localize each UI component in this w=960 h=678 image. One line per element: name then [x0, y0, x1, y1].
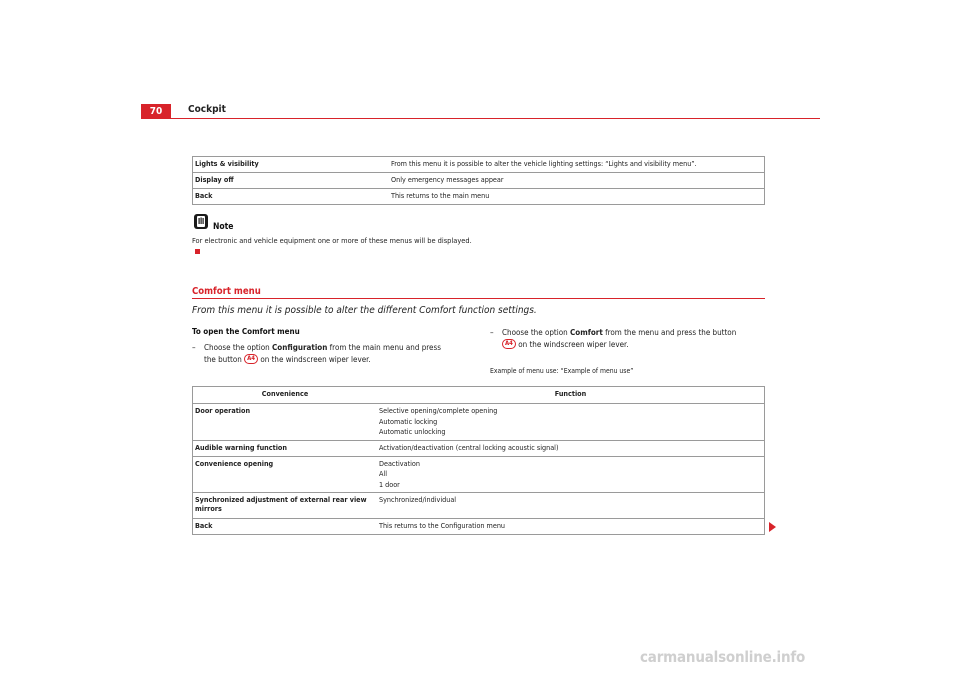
end-square-icon [195, 249, 200, 254]
table-row [193, 493, 765, 519]
value-line: Automatic locking [379, 416, 438, 426]
comfort-key: Audible warning function [193, 440, 378, 456]
section-title: Comfort menu [192, 286, 261, 297]
menu-key: Display off [193, 173, 390, 189]
comfort-key: Door operation [193, 404, 378, 441]
table-row [193, 519, 765, 535]
comfort-key: Convenience opening [193, 456, 378, 493]
step-dash: – [192, 343, 196, 352]
menu-value: This returns to the main menu [389, 189, 765, 205]
step-dash: – [490, 328, 494, 337]
table-row [193, 157, 765, 173]
value-line: Selective opening/complete opening [379, 406, 498, 415]
button-a4-icon: A4 [244, 354, 258, 364]
instruction-step-1 [192, 342, 472, 365]
instructions-heading: To open the Comfort menu [192, 327, 300, 336]
menu-key: Back [193, 189, 390, 205]
step-text: the button [204, 354, 245, 364]
note-label: Note [213, 222, 234, 232]
table-row [193, 456, 765, 493]
table-row [193, 189, 765, 205]
step-text: on the windscreen wiper lever. [258, 354, 371, 364]
step-text: on the windscreen wiper lever. [515, 339, 629, 349]
menu-table [192, 156, 765, 205]
value-line: Synchronized/individual [379, 495, 457, 504]
comfort-value [377, 493, 765, 519]
instruction-step-2 [490, 327, 770, 350]
step-text: from the main menu and press [327, 343, 441, 352]
step-text: Choose the option [502, 328, 570, 337]
comfort-table [192, 386, 765, 535]
value-line: Activation/deactivation (central locking acoustic signal) [379, 442, 559, 452]
note-body: For electronic and vehicle equipment one or more of these menus will be displayed. [192, 236, 472, 245]
next-page-arrow-icon[interactable] [769, 522, 776, 532]
page-title: Cockpit [188, 104, 226, 115]
button-a4-icon: A4 [502, 339, 516, 349]
page-number: 70 [141, 104, 171, 118]
comfort-value [377, 404, 765, 441]
note-clipboard-icon [194, 214, 208, 229]
comfort-key: Synchronized adjustment of external rear view mirrors [193, 493, 378, 519]
value-line: 1 door [379, 479, 400, 489]
column-header-convenience: Convenience [193, 387, 378, 404]
table-header-row [193, 387, 765, 404]
header-rule [141, 118, 820, 119]
value-line: Automatic unlocking [379, 427, 446, 436]
section-subtitle: From this menu it is possible to alter the different Comfort function settings. [192, 305, 537, 316]
comfort-value [377, 456, 765, 493]
example-caption: Example of menu use: “Example of menu use” [490, 367, 634, 375]
menu-value: Only emergency messages appear [389, 173, 765, 189]
menu-value: From this menu it is possible to alter the vehicle lighting settings: “Lights and visibility menu”. [389, 157, 765, 173]
watermark: carmanualsonline.info [640, 648, 806, 666]
comfort-key: Back [193, 519, 378, 535]
table-row [193, 440, 765, 456]
step-option: Configuration [272, 343, 328, 352]
table-row [193, 404, 765, 441]
step-text: from the menu and press the button [602, 328, 737, 337]
value-line: This returns to the Configuration menu [379, 521, 506, 530]
note-text [192, 236, 472, 257]
menu-key: Lights & visibility [193, 157, 390, 173]
step-text: Choose the option [204, 343, 272, 352]
section-rule [192, 298, 765, 299]
table-row [193, 173, 765, 189]
comfort-value [377, 519, 765, 535]
value-line: Deactivation [379, 458, 420, 468]
step-option: Comfort [570, 328, 603, 337]
comfort-value [377, 440, 765, 456]
value-line: All [379, 469, 388, 478]
column-header-function: Function [377, 387, 765, 404]
